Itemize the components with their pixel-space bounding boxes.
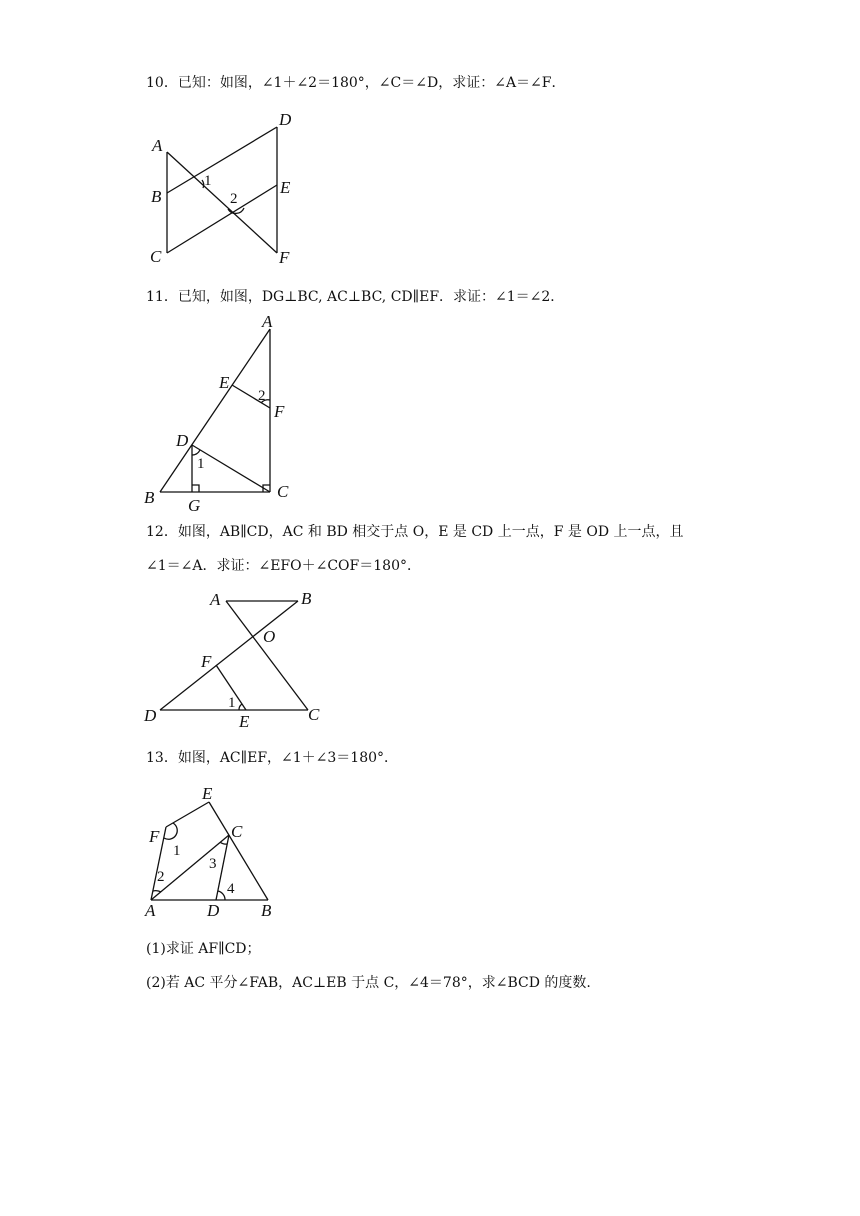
question-13-statement: 13．如图，AC∥EF，∠1＋∠3＝180°． — [146, 750, 399, 766]
q12-angle-1-arc — [239, 704, 242, 710]
q10-label-C: C — [150, 247, 162, 266]
q12-label-E: E — [239, 712, 250, 731]
q12-label-O: O — [263, 627, 276, 646]
q13-angle-2-arc — [153, 891, 161, 892]
q13-label-D: D — [207, 901, 220, 920]
q10-label-B: B — [151, 187, 162, 206]
q10-segment-BD — [167, 127, 277, 193]
q13-label-C: C — [231, 822, 243, 841]
question-12-statement-line-2: ∠1＝∠A．求证：∠EFO＋∠COF＝180°． — [146, 558, 421, 574]
q12-label-C: C — [308, 705, 320, 724]
q11-label-angle-2: 2 — [258, 388, 266, 404]
q11-label-A: A — [262, 312, 273, 331]
q12-label-B: B — [301, 589, 312, 608]
q11-label-angle-1: 1 — [197, 456, 205, 472]
q13-angle-3-arc — [220, 842, 227, 844]
q11-label-E: E — [219, 373, 230, 392]
q11-label-B: B — [144, 488, 155, 507]
q11-right-angle-G — [192, 485, 199, 492]
q12-label-D: D — [144, 706, 157, 725]
q10-segment-AF — [167, 152, 277, 253]
question-10-statement: 10．已知：如图，∠1＋∠2＝180°，∠C＝∠D，求证：∠A＝∠F． — [146, 75, 566, 91]
q11-label-F: F — [274, 402, 285, 421]
q13-label-angle-4: 4 — [227, 881, 235, 897]
q13-label-B: B — [261, 901, 272, 920]
question-13-part-1: (1)求证 AF∥CD； — [146, 941, 261, 957]
q10-label-A: A — [152, 136, 163, 155]
figure-q11 — [140, 312, 300, 515]
question-11-statement: 11．已知，如图，DG⊥BC, AC⊥BC, CD∥EF．求证：∠1＝∠2． — [146, 289, 565, 305]
q11-label-C: C — [277, 482, 289, 501]
q12-segment-BD — [160, 601, 298, 710]
q11-label-D: D — [176, 431, 189, 450]
q12-label-A: A — [210, 590, 221, 609]
q10-label-D: D — [279, 110, 292, 129]
q11-angle-1-arc — [192, 450, 200, 455]
q12-segment-AC — [226, 601, 308, 710]
q12-label-angle-1: 1 — [228, 695, 236, 711]
q10-label-angle-1: 1 — [204, 173, 212, 189]
q12-label-F: F — [201, 652, 212, 671]
q13-angle-4-arc — [218, 891, 225, 900]
q13-label-A: A — [145, 901, 156, 920]
q10-label-E: E — [280, 178, 291, 197]
q13-label-F: F — [149, 827, 160, 846]
figure-q10 — [140, 105, 310, 270]
q10-segment-CE — [167, 185, 277, 253]
question-12-statement-line-1: 12．如图，AB∥CD，AC 和 BD 相交于点 O，E 是 CD 上一点，F 是 OD 上一点，且 — [146, 524, 684, 540]
q10-label-F: F — [279, 248, 290, 267]
figure-q13 — [140, 780, 290, 925]
q13-segment-EB — [209, 802, 268, 900]
question-13-part-2: (2)若 AC 平分∠FAB，AC⊥EB 于点 C，∠4＝78°，求∠BCD 的度数. — [146, 975, 591, 991]
figure-q12 — [140, 585, 330, 735]
q13-label-angle-1: 1 — [173, 843, 181, 859]
q10-label-angle-2: 2 — [230, 191, 238, 207]
q13-label-angle-3: 3 — [209, 856, 217, 872]
q13-label-angle-2: 2 — [157, 869, 165, 885]
q13-angle-1-arc — [164, 823, 177, 839]
q11-label-G: G — [188, 496, 201, 515]
q13-segment-FE — [166, 802, 209, 827]
q11-segment-AB — [160, 329, 270, 492]
q13-label-E: E — [202, 784, 213, 803]
